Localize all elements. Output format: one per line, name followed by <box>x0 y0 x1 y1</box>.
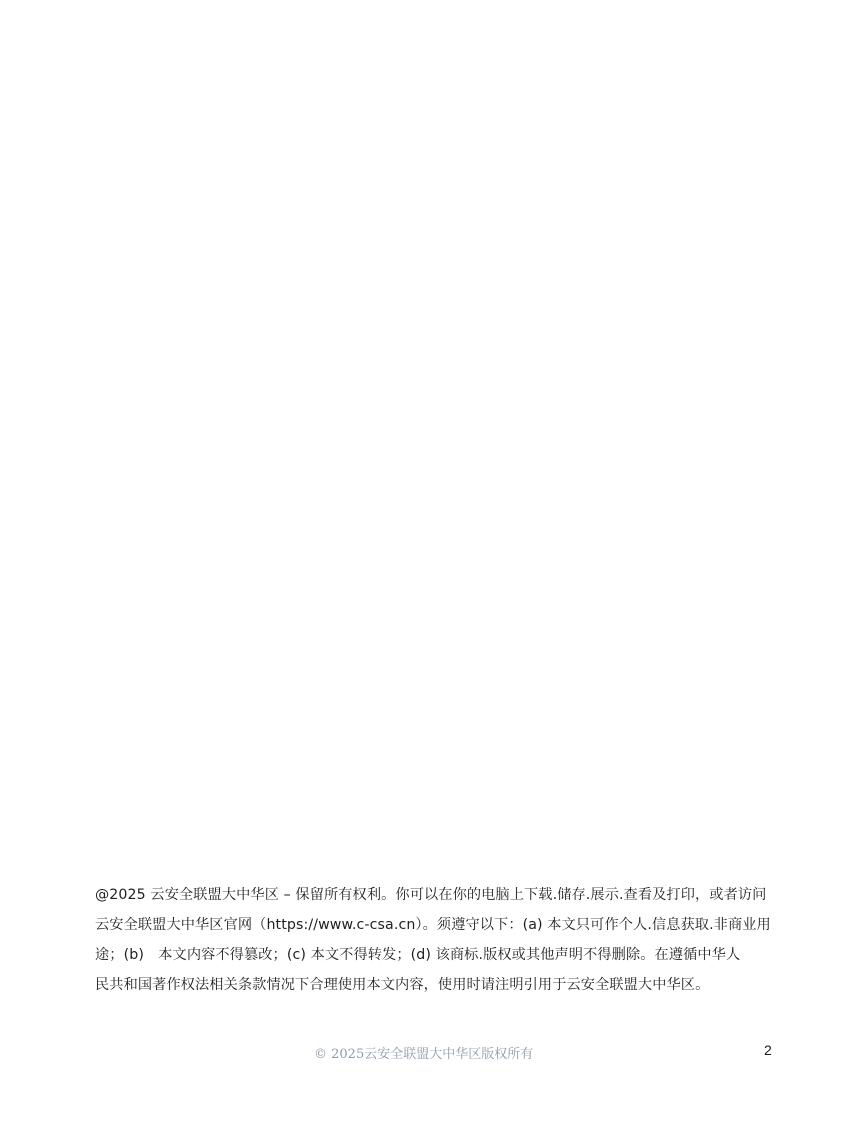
copyright-notice <box>95 880 775 1000</box>
footer-copyright: © 2025云安全联盟大中华区版权所有 <box>314 1047 534 1062</box>
notice-line-2: 云安全联盟大中华区官网（https://www.c-csa.cn）。须遵守以下：(a) 本文只可作个人.信息获取.非商业用 <box>95 917 771 933</box>
page-footer <box>0 1040 866 1062</box>
notice-line-1: @2025 云安全联盟大中华区 – 保留所有权利。你可以在你的电脑上下载.储存.展示.查看及打印，或者访问 <box>95 887 767 903</box>
page-number: 2 <box>764 1042 772 1058</box>
notice-line-4: 民共和国著作权法相关条款情况下合理使用本文内容，使用时请注明引用于云安全联盟大中华区。 <box>95 977 710 993</box>
notice-line-3: 途；(b) 本文内容不得篡改；(c) 本文不得转发；(d) 该商标.版权或其他声明不得删除。在遵循中华人 <box>95 947 741 963</box>
